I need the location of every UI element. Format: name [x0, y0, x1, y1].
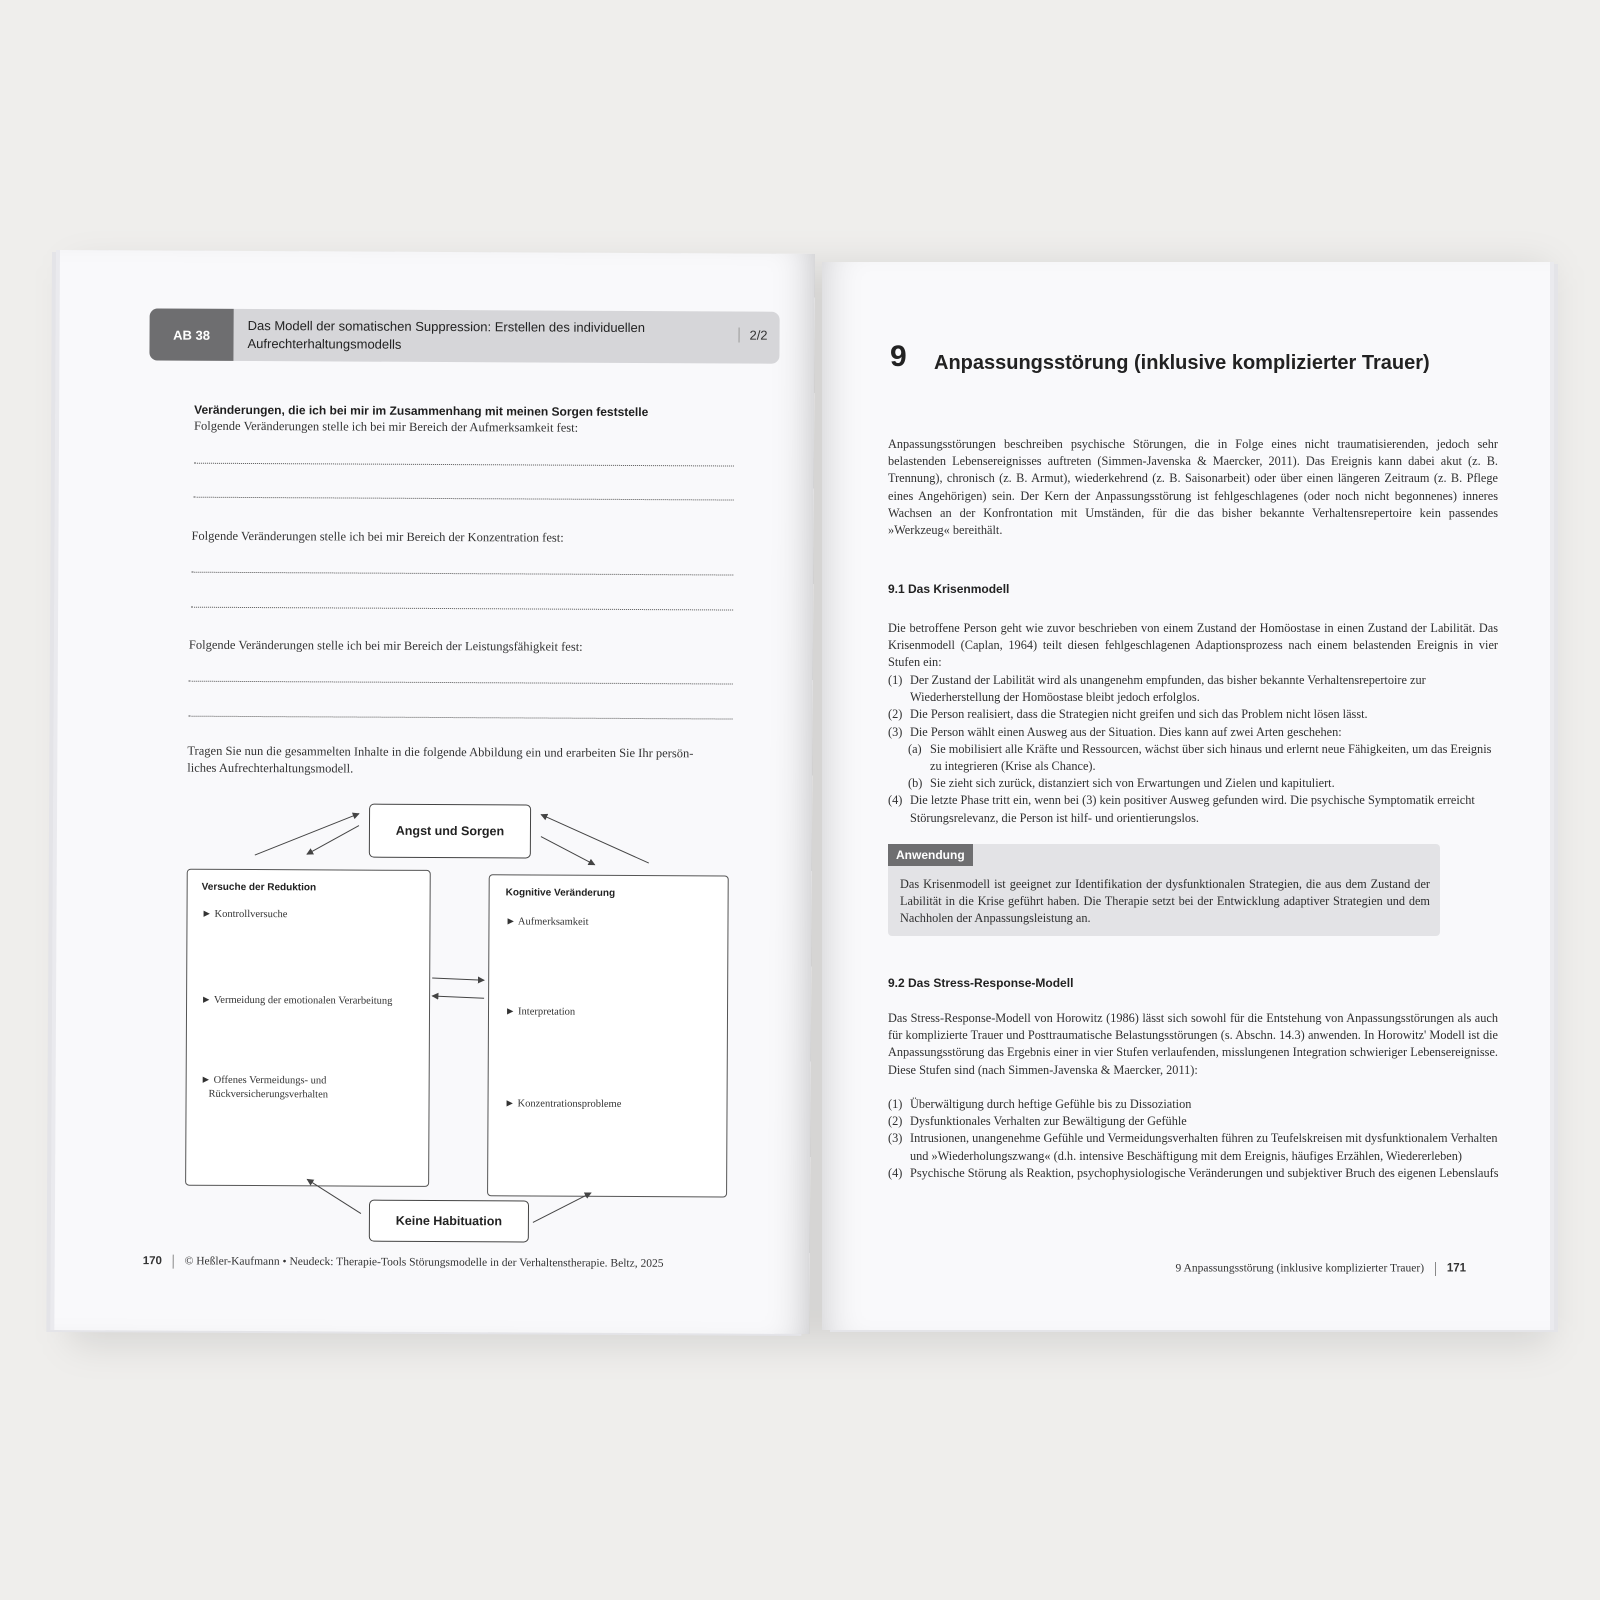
list-item: ► Interpretation	[504, 1006, 576, 1018]
list-item: (1) Überwältigung durch heftige Gefühle bis zu Dissoziation	[888, 1097, 1192, 1111]
list-item: (a) Sie mobilisiert alle Kräfte und Ressourcen, wächst über sich hinaus und erlernt neue Fähigkeiten, um das Ereignis zu integrieren (Krise als Chance).	[908, 741, 1492, 774]
instruction-line1: Tragen Sie nun die gesammelten Inhalte in die folgende Abbildung ein und erarbeiten Sie Ihr persön-	[187, 743, 694, 761]
list-item: ► Kontrollversuche	[201, 908, 288, 921]
instruction-line2: liches Aufrechterhaltungsmodell.	[187, 760, 354, 776]
list-item: (4) Psychische Störung als Reaktion, psychophysiologische Veränderungen und subjektiver Bruch des eigenen Lebenslaufs	[888, 1165, 1499, 1180]
list-item: (3) Intrusionen, unangenehme Gefühle und Vermeidungsverhalten führen zu Teufelskreisen mit dysfunktionalem Verhalten und »Wiederholungszwang« (d.h. intensive Beschäftigung mit dem Ereignis, häufiges Erzählen, Wiedererleben)	[888, 1131, 1498, 1163]
list-item: ► Aufmerksamkeit	[505, 916, 589, 928]
right-footer	[1176, 1262, 1466, 1276]
section-9-2-title: 9.2 Das Stress-Response-Modell	[888, 976, 1074, 990]
reduction-attempts-title: Versuche der Reduktion	[201, 881, 317, 894]
list-item: ► Vermeidung der emotionalen Verarbeitung	[201, 994, 393, 1007]
intro-paragraph: Anpassungsstörungen beschreiben psychische Störungen, die in Folge eines nicht traumatisierenden, jedoch sehr belastenden Lebensereignisses auftreten (Simmen-Javenska & Maercker, 2011). Das Ereignis kann dabei akut (z. B. Trennung), chronisch (z. B. Armut), wiederkehrend (z. B. Saisonarbeit) oder über einen längeren Zeitraum (z. B. Pflege eines Angehörigen) sein. Der Kern der Anpassungsstörung ist fehlgeschlagenes (oder noch nicht begonnenes) inneres Wachsen an der Konfrontation mit Umständen, für die das bisher bekannte Verhaltensrepertoire kein passendes »Werkzeug« bereithält.	[888, 437, 1498, 538]
prompt-performance: Folgende Veränderungen stelle ich bei mir Bereich der Leistungsfähigkeit fest:	[188, 637, 583, 654]
prompt-concentration: Folgende Veränderungen stelle ich bei mir Bereich der Konzentration fest:	[191, 528, 564, 545]
list-item: ► Konzentrationsprobleme	[504, 1098, 622, 1110]
diagram-arrows	[54, 250, 815, 1334]
list-item: (2) Die Person realisiert, dass die Strategien nicht greifen und sich das Problem nicht lösen lässt.	[888, 707, 1368, 722]
section-9-1-title: 9.1 Das Krisenmodell	[888, 582, 1010, 596]
prompt-attention: Folgende Veränderungen stelle ich bei mir Bereich der Aufmerksamkeit fest:	[194, 418, 579, 435]
application-text: Das Krisenmodell ist geeignet zur Identifikation der dysfunktionalen Strategien, die aus dem Zustand der Labilität in die Krise geführt haben. Die Therapie setzt bei der Entwicklung adaptiver Strategien und dem Nachholen der Anpassungsleistung an.	[900, 877, 1430, 926]
sheet-number: 2/2	[738, 328, 767, 343]
anxiety-worries-box: Angst und Sorgen	[369, 804, 531, 859]
worksheet-title-line1: Das Modell der somatischen Suppression: Erstellen des individuellen	[247, 317, 646, 336]
list-item: ► Offenes Vermeidungs- und Rückversicherungsverhalten	[200, 1074, 329, 1101]
section-9-1-text: Die betroffene Person geht wie zuvor beschrieben von einem Zustand der Homöostase in einen Zustand der Labilität. Das Krisenmodell (Caplan, 1964) teilt diesen fehlgeschlagenen Adaptionsprozess nach einem belastenden Ereignis in vier Stufen ein:	[888, 621, 1498, 670]
page-number-right: 171	[1446, 1262, 1466, 1275]
stress-response-list	[888, 1096, 1500, 1182]
right-page	[822, 262, 1550, 1330]
copyright-footer: © Heßler-Kaufmann • Neudeck: Therapie-Tools Störungsmodelle in der Verhaltenstherapie. Beltz, 2025	[184, 1255, 664, 1270]
list-item: (2) Dysfunktionales Verhalten zur Bewältigung der Gefühle	[888, 1114, 1187, 1129]
list-item: (1) Der Zustand der Labilität wird als unangenehm empfunden, das bisher bekannte Verhaltensrepertoire zur Wiederherstellung der Homöostase bleibt jedoch erfolglos.	[888, 673, 1426, 705]
section-heading: Veränderungen, die ich bei mir im Zusammenhang mit meinen Sorgen feststelle	[194, 402, 649, 420]
application-label: Anwendung	[888, 844, 973, 866]
worksheet-title-line2: Aufrechterhaltungsmodells	[247, 335, 402, 352]
no-habituation-box: Keine Habituation	[369, 1200, 529, 1243]
crisis-model-list	[888, 672, 1500, 827]
list-item: (4) Die letzte Phase tritt ein, wenn bei (3) kein positiver Ausweg gefunden wird. Die psychische Symptomatik erreicht Störungsrelevanz, die Person ist hilf- und orientierungslos.	[888, 793, 1475, 825]
page-number-left: 170	[142, 1255, 162, 1268]
list-item: (b) Sie zieht sich zurück, distanziert sich von Erwartungen und Zielen und kapituliert.	[908, 776, 1335, 791]
cognitive-change-title: Kognitive Veränderung	[505, 887, 616, 899]
running-footer: 9 Anpassungsstörung (inklusive komplizierter Trauer)	[1175, 1262, 1425, 1275]
chapter-number: 9	[890, 340, 907, 373]
left-page	[54, 250, 815, 1334]
chapter-title: Anpassungsstörung (inklusive komplizierter Trauer)	[934, 352, 1430, 374]
section-9-2-text: Das Stress-Response-Modell von Horowitz (1986) lässt sich sowohl für die Entstehung von Anpassungsstörungen als auch für komplizierte Trauer und Posttraumatische Belastungsstörungen (s. Abschn. 14.3) anwenden. In Horowitz' Modell ist die Anpassungsstörung das Ergebnis einer in vier Stufen verlaufenden, misslungenen Integration schwieriger Lebensereignisse. Diese Stufen sind (nach Simmen-Javenska & Maercker, 2011):	[888, 1011, 1498, 1077]
worksheet-tag: AB 38	[149, 308, 233, 360]
list-item: (3) Die Person wählt einen Ausweg aus der Situation. Dies kann auf zwei Arten geschehen:	[888, 724, 1342, 739]
